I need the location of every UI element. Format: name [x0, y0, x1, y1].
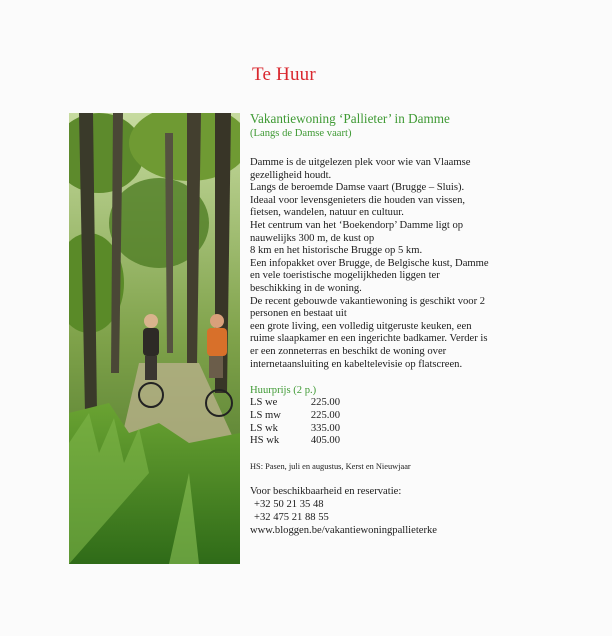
contact-info: [250, 486, 530, 537]
price-label: HS wk: [250, 435, 280, 447]
contact-intro: Voor beschikbaarheid en reservatie:: [250, 486, 402, 498]
description-line: 8 km en het historische Brugge op 5 km.: [250, 245, 423, 257]
listing-heading: Vakantiewoning ‘Pallieter’ in Damme: [250, 111, 450, 126]
description-line: fietsen, wandelen, natuur en cultuur.: [250, 207, 404, 219]
price-label: LS mw: [250, 409, 281, 421]
listing-subheading: (Langs de Damse vaart): [250, 128, 352, 139]
phone-number: +32 50 21 35 48: [254, 499, 324, 511]
description-line: gezelligheid houdt.: [250, 169, 332, 181]
season-note: HS: Pasen, juli en augustus, Kerst en Nieuwjaar: [250, 462, 411, 472]
description-line: Damme is de uitgelezen plek voor wie van Vlaamse: [250, 157, 471, 168]
description-line: nauwelijks 300 m, de kust op: [250, 232, 375, 244]
description-line: internetaansluiting en kabeltelevisie op flatscreen.: [250, 358, 463, 370]
price-row: [250, 397, 530, 410]
page-title: Te Huur: [252, 64, 316, 85]
description-line: een grote living, een volledig uitgeruste keuken, een: [250, 320, 472, 332]
price-label: LS wk: [250, 422, 278, 434]
price-row: [250, 423, 530, 436]
price-row: [250, 435, 530, 448]
cyclists-photo: [69, 113, 240, 564]
description-line: Langs de beroemde Damse vaart (Brugge – Sluis).: [250, 182, 465, 194]
listing-content: [250, 111, 530, 537]
price-value: 335.00: [310, 422, 340, 434]
description: [250, 157, 530, 371]
price-value: 225.00: [310, 409, 340, 421]
phone-number: +32 475 21 88 55: [254, 511, 329, 523]
website-link[interactable]: www.bloggen.be/vakantiewoningpallieterke: [250, 524, 437, 536]
description-line: Een infopakket over Brugge, de Belgische kust, Damme: [250, 257, 489, 269]
price-value: 225.00: [310, 397, 340, 409]
pricing-table: [250, 397, 530, 448]
description-line: personen en bestaat uit: [250, 308, 347, 320]
description-line: er een zonneterras en beschikt de woning over: [250, 345, 447, 357]
description-line: beschikking in de woning.: [250, 282, 362, 294]
price-label: LS we: [250, 397, 278, 409]
description-line: ruime slaapkamer en een ingerichte badkamer. Verder is: [250, 333, 488, 345]
description-line: en vele toeristische mogelijkheden liggen ter: [250, 270, 440, 282]
pricing-title: Huurprijs (2 p.): [250, 385, 317, 397]
description-line: Het centrum van het ‘Boekendorp’ Damme ligt op: [250, 219, 464, 231]
description-line: De recent gebouwde vakantiewoning is geschikt voor 2: [250, 295, 486, 307]
price-value: 405.00: [310, 435, 340, 447]
price-row: [250, 410, 530, 423]
description-line: Ideaal voor levensgenieters die houden van vissen,: [250, 194, 466, 206]
